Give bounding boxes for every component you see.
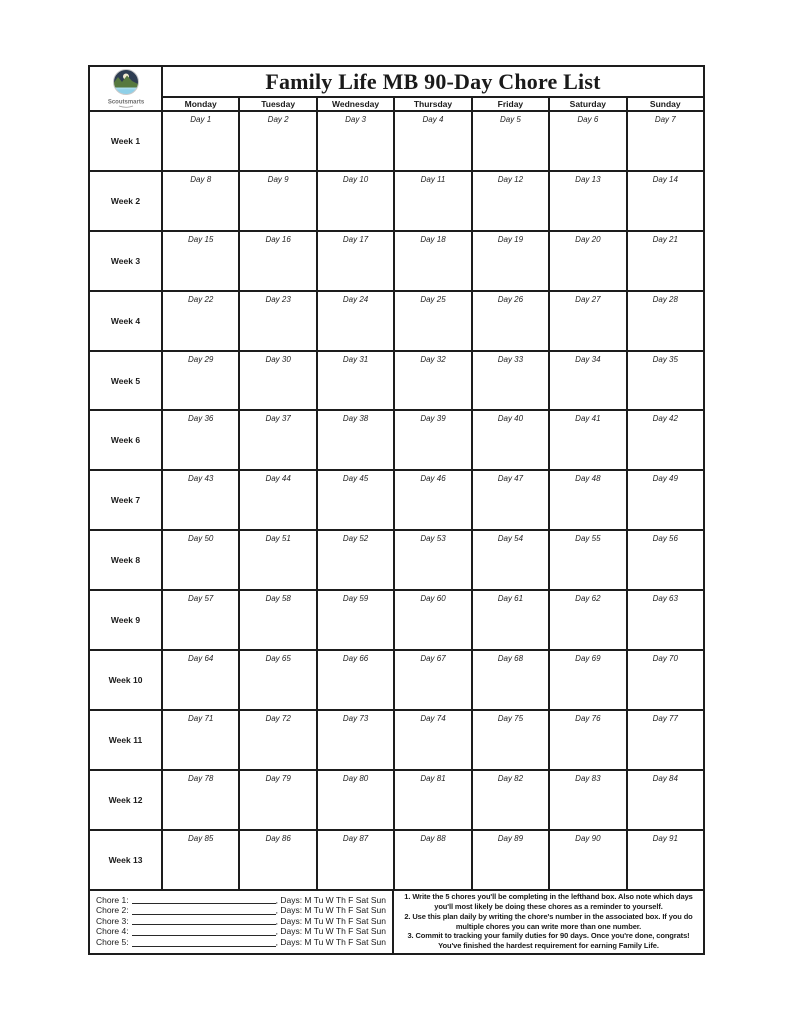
day-label: Day 66 bbox=[342, 654, 369, 664]
day-label: Day 68 bbox=[497, 654, 524, 664]
day-cell bbox=[471, 112, 548, 170]
day-label: Day 77 bbox=[652, 713, 678, 723]
day-cell bbox=[548, 831, 625, 889]
day-cell bbox=[548, 471, 625, 529]
day-cell bbox=[316, 352, 393, 410]
week-row bbox=[90, 409, 703, 469]
weekday-header-monday: Monday bbox=[161, 96, 238, 110]
day-cell bbox=[238, 172, 315, 230]
day-label: Day 74 bbox=[420, 713, 446, 723]
weekday-header-saturday: Saturday bbox=[548, 96, 625, 110]
day-cell bbox=[626, 352, 703, 410]
day-cell bbox=[471, 831, 548, 889]
day-label: Day 47 bbox=[497, 474, 524, 484]
day-cell bbox=[548, 172, 625, 230]
day-cell bbox=[393, 831, 470, 889]
day-label: Day 25 bbox=[420, 294, 446, 304]
day-label: Day 49 bbox=[652, 474, 678, 484]
day-cell bbox=[626, 711, 703, 769]
day-cell bbox=[161, 651, 238, 709]
day-label: Day 29 bbox=[188, 354, 214, 364]
day-label: Day 36 bbox=[188, 414, 214, 424]
day-cell bbox=[393, 232, 470, 290]
day-cell bbox=[626, 651, 703, 709]
day-label: Day 15 bbox=[188, 234, 214, 244]
chore-label: Chore 2: bbox=[96, 905, 129, 916]
chore-sheet bbox=[88, 65, 705, 955]
day-cell bbox=[471, 172, 548, 230]
day-cell bbox=[316, 232, 393, 290]
week-label: Week 12 bbox=[108, 794, 143, 805]
day-label: Day 52 bbox=[342, 534, 369, 544]
week-label: Week 11 bbox=[108, 734, 143, 745]
day-label: Day 90 bbox=[575, 833, 601, 843]
day-cell bbox=[316, 172, 393, 230]
chore-write-in-line bbox=[132, 896, 276, 904]
page-title: Family Life MB 90-Day Chore List bbox=[161, 67, 703, 96]
day-cell bbox=[471, 591, 548, 649]
chore-line bbox=[96, 926, 386, 937]
day-label: Day 5 bbox=[499, 115, 521, 124]
day-label: Day 82 bbox=[497, 773, 524, 783]
day-label: Day 62 bbox=[575, 594, 601, 604]
day-label: Day 38 bbox=[342, 414, 369, 424]
day-cell bbox=[471, 651, 548, 709]
day-cell bbox=[393, 711, 470, 769]
day-label: Day 85 bbox=[188, 833, 214, 843]
day-label: Day 14 bbox=[652, 174, 678, 184]
day-cell bbox=[393, 531, 470, 589]
day-label: Day 32 bbox=[420, 354, 446, 364]
day-cell bbox=[161, 771, 238, 829]
week-label: Week 4 bbox=[110, 315, 141, 326]
day-cell bbox=[238, 531, 315, 589]
day-label: Day 33 bbox=[497, 354, 524, 364]
day-cell bbox=[238, 771, 315, 829]
week-row bbox=[90, 350, 703, 410]
day-cell bbox=[161, 172, 238, 230]
day-cell bbox=[626, 831, 703, 889]
week-row bbox=[90, 469, 703, 529]
chore-line bbox=[96, 905, 386, 916]
day-label: Day 17 bbox=[342, 234, 369, 244]
logo-text: Scoutsmarts bbox=[107, 99, 144, 105]
day-label: Day 80 bbox=[342, 773, 369, 783]
day-label: Day 65 bbox=[265, 654, 291, 664]
week-label: Week 5 bbox=[110, 375, 141, 386]
day-label: Day 60 bbox=[420, 594, 446, 604]
day-cell bbox=[471, 411, 548, 469]
chores-box bbox=[90, 891, 394, 953]
week-row bbox=[90, 290, 703, 350]
day-cell bbox=[316, 771, 393, 829]
day-label: Day 22 bbox=[188, 294, 214, 304]
day-cell bbox=[316, 471, 393, 529]
day-label: Day 57 bbox=[188, 594, 214, 604]
day-cell bbox=[238, 831, 315, 889]
day-label: Day 84 bbox=[652, 773, 678, 783]
day-cell bbox=[393, 591, 470, 649]
day-cell bbox=[471, 531, 548, 589]
week-label: Week 7 bbox=[110, 495, 141, 506]
day-label: Day 11 bbox=[420, 174, 446, 184]
day-cell bbox=[393, 471, 470, 529]
chore-label: Chore 5: bbox=[96, 937, 129, 948]
day-cell bbox=[626, 292, 703, 350]
day-cell bbox=[548, 352, 625, 410]
week-row bbox=[90, 769, 703, 829]
week-label: Week 8 bbox=[110, 555, 141, 566]
day-label: Day 81 bbox=[420, 773, 446, 783]
day-label: Day 48 bbox=[575, 474, 601, 484]
day-label: Day 53 bbox=[420, 534, 446, 544]
week-label: Week 9 bbox=[110, 615, 141, 626]
day-label: Day 69 bbox=[575, 654, 601, 664]
day-cell bbox=[626, 411, 703, 469]
day-cell bbox=[316, 292, 393, 350]
day-label: Day 78 bbox=[188, 773, 214, 783]
day-label: Day 54 bbox=[497, 534, 524, 544]
day-label: Day 44 bbox=[265, 474, 291, 484]
day-cell bbox=[471, 292, 548, 350]
day-cell bbox=[161, 831, 238, 889]
day-cell bbox=[161, 112, 238, 170]
day-label: Day 59 bbox=[342, 594, 369, 604]
day-cell bbox=[471, 471, 548, 529]
day-label: Day 35 bbox=[652, 354, 678, 364]
day-cell bbox=[316, 591, 393, 649]
day-cell bbox=[238, 292, 315, 350]
day-label: Day 89 bbox=[497, 833, 524, 843]
day-label: Day 43 bbox=[188, 474, 214, 484]
day-label: Day 87 bbox=[342, 833, 369, 843]
day-cell bbox=[548, 411, 625, 469]
day-label: Day 56 bbox=[652, 534, 678, 544]
day-cell bbox=[161, 352, 238, 410]
day-label: Day 21 bbox=[652, 234, 678, 244]
day-cell bbox=[316, 711, 393, 769]
chore-days-label: , Days: M Tu W Th F Sat Sun bbox=[275, 894, 386, 905]
day-cell bbox=[393, 771, 470, 829]
week-label: Week 13 bbox=[108, 854, 143, 865]
day-label: Day 79 bbox=[265, 773, 291, 783]
week-row bbox=[90, 230, 703, 290]
day-cell bbox=[626, 531, 703, 589]
day-label: Day 12 bbox=[497, 174, 524, 184]
day-cell bbox=[316, 112, 393, 170]
day-cell bbox=[238, 651, 315, 709]
chore-days-label: , Days: M Tu W Th F Sat Sun bbox=[275, 915, 386, 926]
day-cell bbox=[548, 711, 625, 769]
day-label: Day 51 bbox=[265, 534, 291, 544]
day-label: Day 13 bbox=[575, 174, 601, 184]
day-cell bbox=[316, 531, 393, 589]
week-row bbox=[90, 110, 703, 170]
day-label: Day 41 bbox=[575, 414, 601, 424]
day-cell bbox=[393, 651, 470, 709]
day-label: Day 19 bbox=[497, 234, 524, 244]
day-label: Day 30 bbox=[265, 354, 291, 364]
day-cell bbox=[626, 771, 703, 829]
day-label: Day 83 bbox=[575, 773, 601, 783]
day-label: Day 72 bbox=[265, 713, 291, 723]
day-cell bbox=[238, 112, 315, 170]
chore-write-in-line bbox=[132, 939, 276, 947]
day-label: Day 6 bbox=[577, 115, 599, 124]
day-cell bbox=[238, 471, 315, 529]
instruction-text: 3. Commit to tracking your family duties for 90 days. Once you're done, congrats! You've finished the hardest requirement for earning Family Life. bbox=[407, 931, 690, 951]
day-cell bbox=[393, 112, 470, 170]
day-cell bbox=[548, 232, 625, 290]
week-row bbox=[90, 170, 703, 230]
week-label: Week 2 bbox=[110, 195, 141, 206]
day-cell bbox=[238, 411, 315, 469]
instructions-box bbox=[394, 891, 703, 953]
day-label: Day 4 bbox=[422, 115, 444, 124]
chore-label: Chore 3: bbox=[96, 915, 129, 926]
day-label: Day 31 bbox=[342, 354, 369, 364]
chore-days-label: , Days: M Tu W Th F Sat Sun bbox=[275, 905, 386, 916]
week-row bbox=[90, 529, 703, 589]
week-row bbox=[90, 829, 703, 889]
day-cell bbox=[161, 411, 238, 469]
day-cell bbox=[161, 531, 238, 589]
day-label: Day 24 bbox=[342, 294, 369, 304]
day-cell bbox=[161, 471, 238, 529]
day-cell bbox=[626, 232, 703, 290]
sheet-footer bbox=[90, 889, 703, 953]
day-cell bbox=[238, 352, 315, 410]
day-label: Day 70 bbox=[652, 654, 678, 664]
day-label: Day 28 bbox=[652, 294, 678, 304]
day-cell bbox=[626, 591, 703, 649]
day-label: Day 1 bbox=[190, 115, 212, 124]
chore-days-label: , Days: M Tu W Th F Sat Sun bbox=[275, 926, 386, 937]
day-cell bbox=[393, 352, 470, 410]
chore-write-in-line bbox=[132, 907, 276, 915]
week-label: Week 1 bbox=[110, 135, 141, 146]
logo-cell bbox=[90, 67, 161, 110]
day-cell bbox=[161, 711, 238, 769]
day-cell bbox=[626, 471, 703, 529]
weeks-container bbox=[90, 110, 703, 889]
chore-line bbox=[96, 895, 386, 906]
day-label: Day 16 bbox=[265, 234, 291, 244]
weekday-header-wednesday: Wednesday bbox=[316, 96, 393, 110]
day-label: Day 50 bbox=[188, 534, 214, 544]
day-label: Day 55 bbox=[575, 534, 601, 544]
day-label: Day 26 bbox=[497, 294, 524, 304]
weekday-header-tuesday: Tuesday bbox=[238, 96, 315, 110]
day-label: Day 42 bbox=[652, 414, 678, 424]
day-cell bbox=[548, 292, 625, 350]
day-label: Day 45 bbox=[342, 474, 369, 484]
chore-write-in-line bbox=[132, 928, 276, 936]
day-cell bbox=[316, 831, 393, 889]
day-label: Day 73 bbox=[342, 713, 369, 723]
weekday-header-sunday: Sunday bbox=[626, 96, 703, 110]
day-label: Day 23 bbox=[265, 294, 291, 304]
day-cell bbox=[471, 352, 548, 410]
day-cell bbox=[238, 591, 315, 649]
day-label: Day 20 bbox=[575, 234, 601, 244]
week-label: Week 10 bbox=[108, 674, 143, 685]
day-cell bbox=[471, 771, 548, 829]
day-label: Day 2 bbox=[267, 115, 289, 124]
day-cell bbox=[626, 172, 703, 230]
day-cell bbox=[161, 591, 238, 649]
chore-line bbox=[96, 937, 386, 948]
day-cell bbox=[548, 651, 625, 709]
day-label: Day 7 bbox=[654, 115, 676, 124]
day-label: Day 40 bbox=[497, 414, 524, 424]
day-label: Day 18 bbox=[420, 234, 446, 244]
day-label: Day 37 bbox=[265, 414, 291, 424]
chore-label: Chore 1: bbox=[96, 894, 129, 905]
week-label: Week 6 bbox=[110, 435, 141, 446]
day-cell bbox=[471, 232, 548, 290]
day-cell bbox=[548, 112, 625, 170]
day-label: Day 39 bbox=[420, 414, 446, 424]
scoutsmarts-logo-icon bbox=[106, 68, 146, 110]
day-cell bbox=[393, 172, 470, 230]
day-label: Day 67 bbox=[420, 654, 446, 664]
weekday-header-thursday: Thursday bbox=[393, 96, 470, 110]
day-cell bbox=[161, 232, 238, 290]
day-cell bbox=[316, 411, 393, 469]
chore-write-in-line bbox=[132, 917, 276, 925]
week-row bbox=[90, 649, 703, 709]
day-cell bbox=[393, 411, 470, 469]
chore-days-label: , Days: M Tu W Th F Sat Sun bbox=[275, 937, 386, 948]
day-label: Day 58 bbox=[265, 594, 291, 604]
day-label: Day 86 bbox=[265, 833, 291, 843]
day-cell bbox=[238, 232, 315, 290]
day-label: Day 76 bbox=[575, 713, 601, 723]
day-cell bbox=[548, 591, 625, 649]
week-row bbox=[90, 589, 703, 649]
chore-label: Chore 4: bbox=[96, 926, 129, 937]
day-label: Day 63 bbox=[652, 594, 678, 604]
day-label: Day 91 bbox=[652, 833, 678, 843]
day-label: Day 64 bbox=[188, 654, 214, 664]
weekday-header-friday: Friday bbox=[471, 96, 548, 110]
week-row bbox=[90, 709, 703, 769]
day-label: Day 88 bbox=[420, 833, 446, 843]
day-cell bbox=[548, 531, 625, 589]
day-cell bbox=[626, 112, 703, 170]
day-cell bbox=[238, 711, 315, 769]
day-label: Day 61 bbox=[497, 594, 524, 604]
chore-line bbox=[96, 916, 386, 927]
day-cell bbox=[393, 292, 470, 350]
day-label: Day 27 bbox=[575, 294, 601, 304]
day-label: Day 8 bbox=[190, 174, 212, 184]
day-label: Day 46 bbox=[420, 474, 446, 484]
day-label: Day 3 bbox=[345, 115, 367, 124]
day-label: Day 10 bbox=[342, 174, 369, 184]
day-label: Day 71 bbox=[188, 713, 214, 723]
day-label: Day 34 bbox=[575, 354, 601, 364]
instruction-text: 2. Use this plan daily by writing the chore's number in the associated box. If you do multiple chores you can write more than one number. bbox=[404, 911, 693, 931]
day-label: Day 75 bbox=[497, 713, 524, 723]
week-label: Week 3 bbox=[110, 255, 141, 266]
day-label: Day 9 bbox=[267, 174, 289, 184]
day-cell bbox=[161, 292, 238, 350]
sheet-header bbox=[90, 67, 703, 110]
day-cell bbox=[316, 651, 393, 709]
day-cell bbox=[548, 771, 625, 829]
instruction-text: 1. Write the 5 chores you'll be completing in the lefthand box. Also note which days you'll most likely be doing these chores as a reminder to yourself. bbox=[404, 892, 693, 911]
day-cell bbox=[471, 711, 548, 769]
